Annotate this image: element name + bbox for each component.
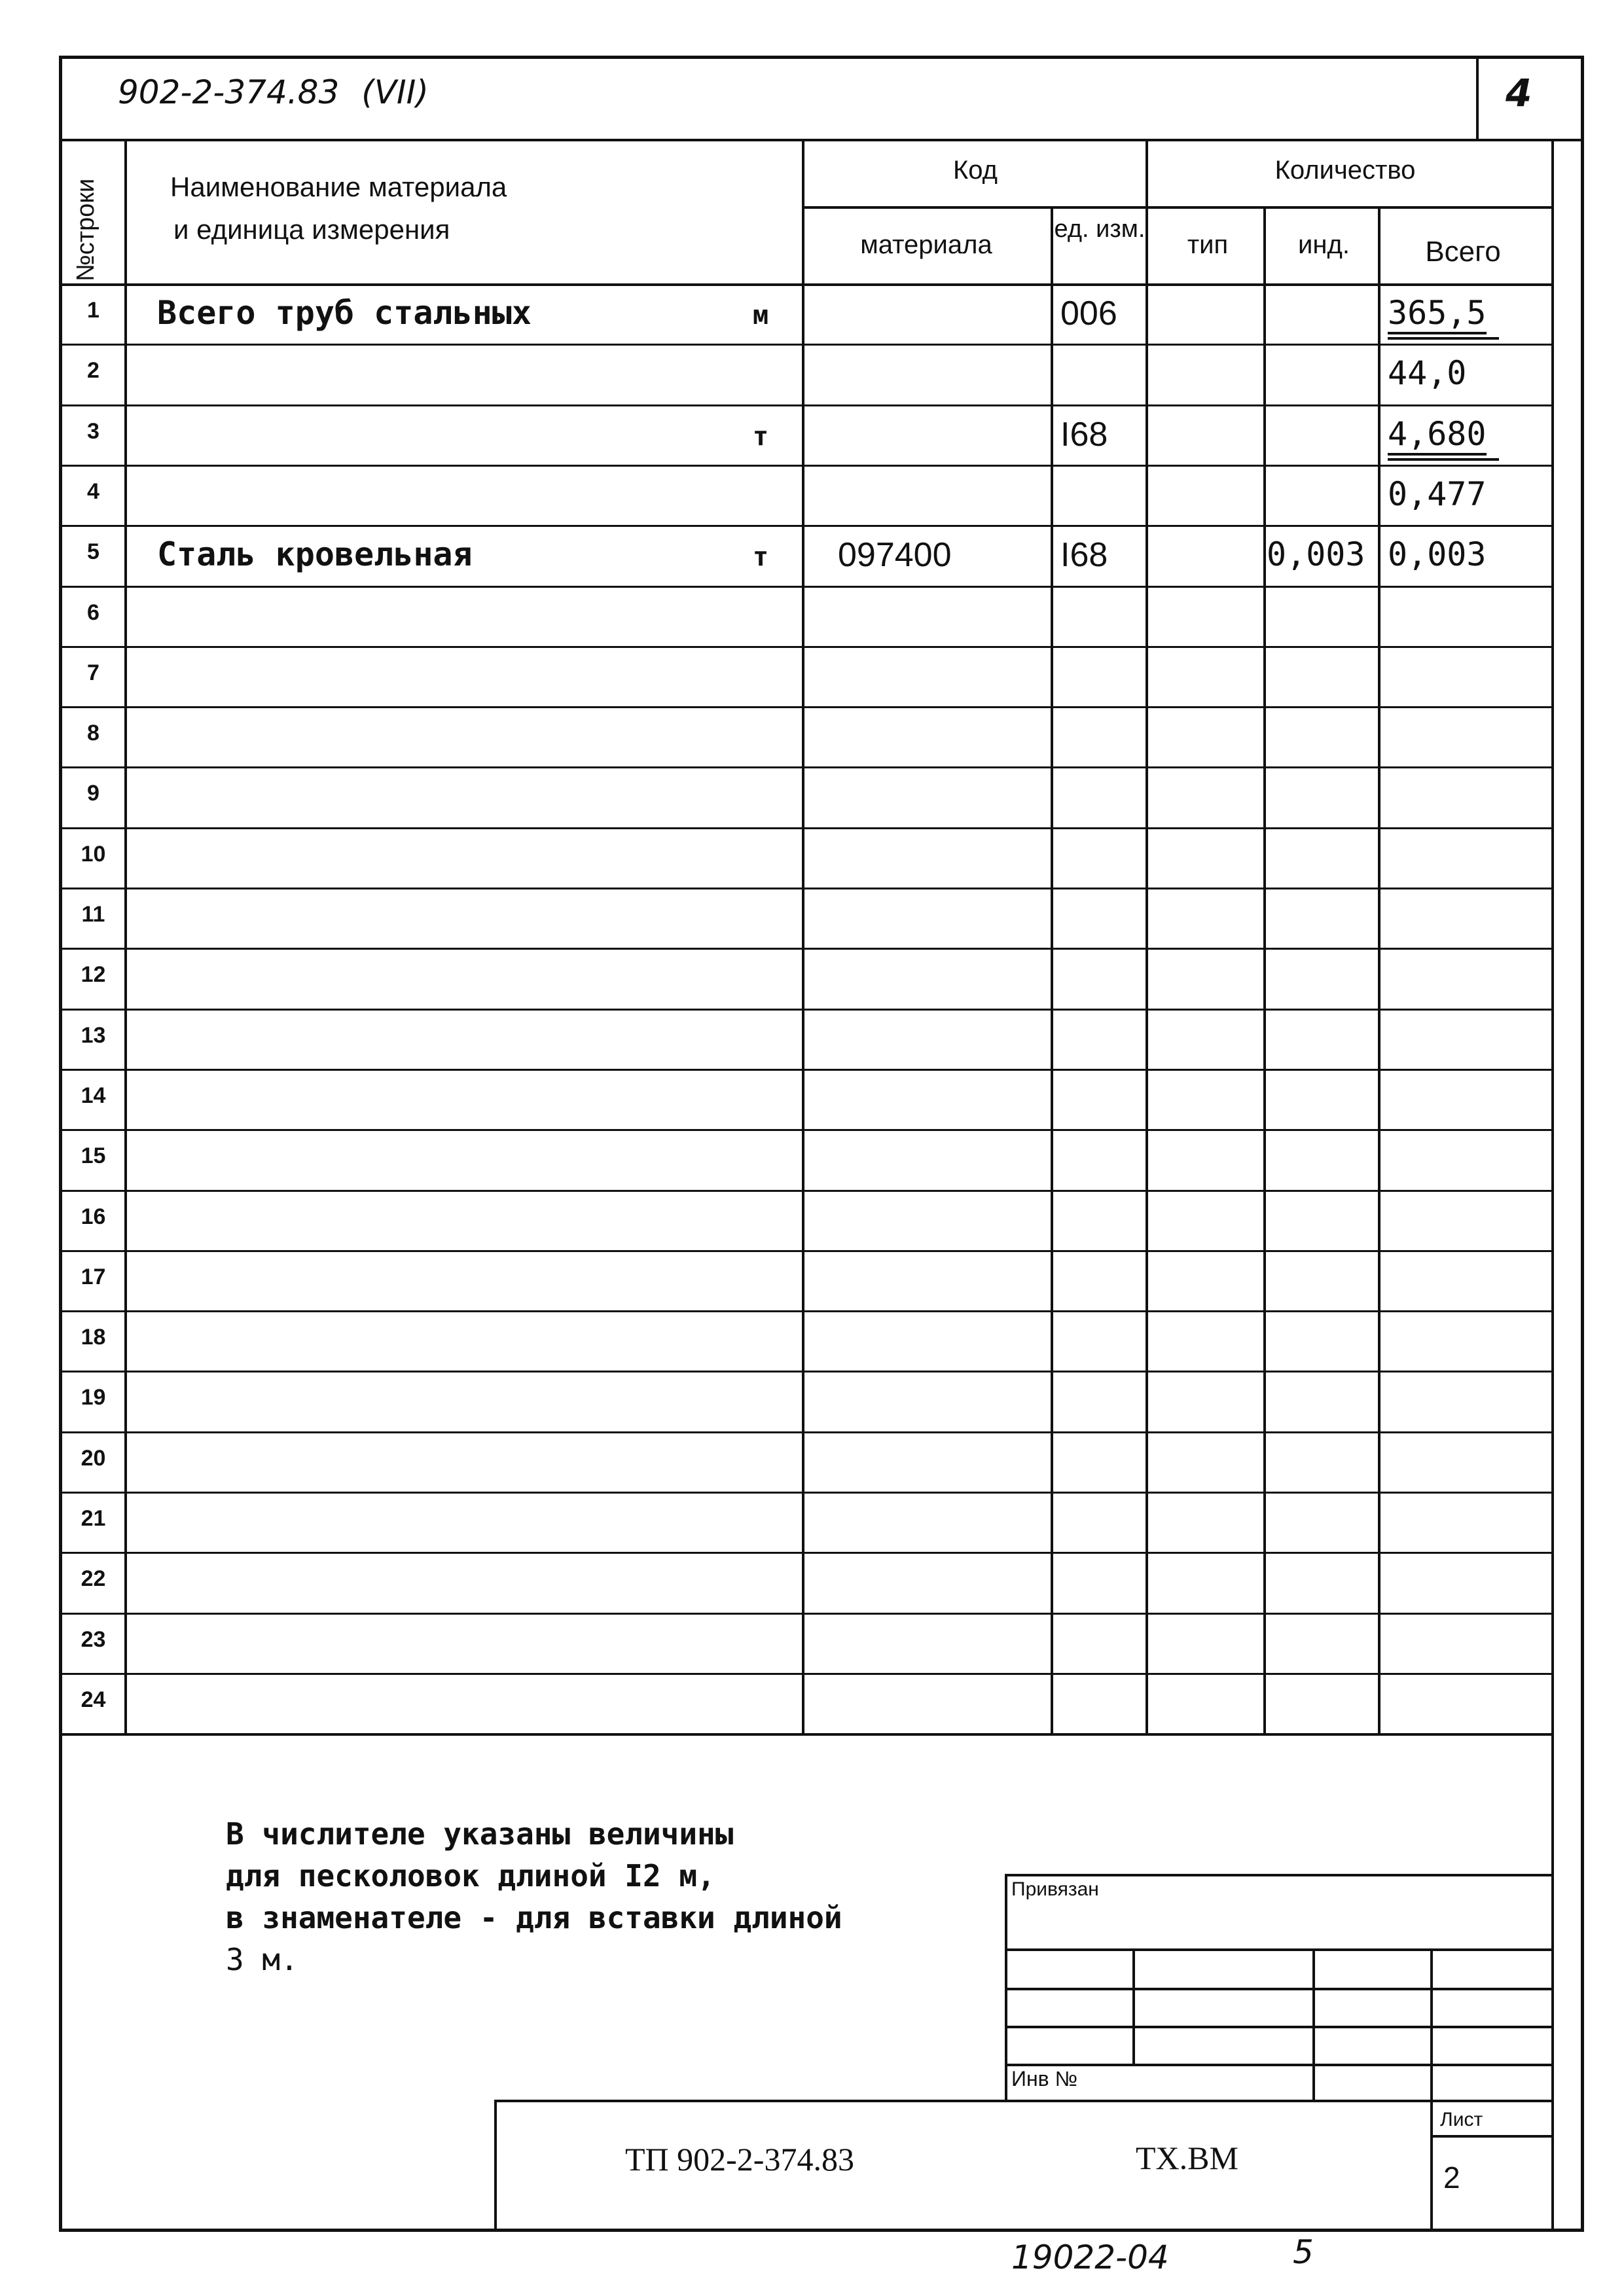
frame-bottom — [59, 2229, 1584, 2232]
col-divider-code — [1051, 206, 1053, 1734]
row-number: 12 — [81, 962, 106, 988]
unit-of-measure: т — [753, 421, 769, 452]
quantity-individual: 0,003 — [1267, 535, 1365, 574]
row-number: 24 — [81, 1687, 106, 1712]
row-number: 19 — [81, 1385, 106, 1410]
row-number: 13 — [81, 1022, 106, 1048]
row-divider — [59, 1371, 1551, 1372]
main-stamp-top — [494, 2100, 1551, 2102]
unit-of-measure: т — [753, 542, 769, 573]
material-name: Всего труб стальных — [157, 294, 532, 332]
row-divider — [59, 646, 1551, 648]
header-qty-type: тип — [1187, 230, 1229, 259]
footnote-line3: в знаменателе - для вставки длиной — [226, 1900, 842, 1935]
header-code-group: Код — [952, 156, 998, 185]
row-divider — [59, 1129, 1551, 1131]
row-divider — [59, 1552, 1551, 1554]
stamp-vline-3 — [1430, 1948, 1433, 2100]
row-divider — [59, 525, 1551, 527]
header-qty-group: Количество — [1274, 156, 1416, 185]
table-bottom-line — [59, 1733, 1551, 1736]
row-divider — [59, 1310, 1551, 1312]
row-number: 23 — [81, 1626, 106, 1652]
row-number: 10 — [81, 841, 106, 867]
col-divider-number — [124, 141, 127, 1734]
row-number: 14 — [81, 1083, 106, 1108]
page-number-divider — [1476, 56, 1479, 141]
row-divider — [59, 1613, 1551, 1615]
row-number: 1 — [87, 298, 99, 323]
row-divider — [59, 1673, 1551, 1675]
inventory-number-label: Инв № — [1011, 2067, 1077, 2090]
row-divider — [59, 465, 1551, 467]
row-number: 4 — [87, 478, 99, 504]
stamp-line-2 — [1005, 1988, 1551, 1990]
quantity-total: 44,0 — [1388, 354, 1467, 393]
row-divider — [59, 888, 1551, 889]
footnote-line1: В числителе указаны величины — [226, 1816, 734, 1852]
sheet-cell-left — [1430, 2100, 1433, 2231]
footnote-line2: для песколовок длиной I2 м, — [226, 1858, 715, 1893]
document-mark: ТХ.ВМ — [1136, 2140, 1238, 2176]
quantity-total: 4,680 — [1388, 415, 1487, 456]
fraction-bar — [1388, 337, 1499, 340]
unit-code: 006 — [1060, 295, 1117, 332]
footer-page-number: 5 — [1293, 2233, 1314, 2271]
row-number: 5 — [87, 539, 99, 565]
row-number: 22 — [81, 1566, 106, 1592]
row-number: 17 — [81, 1264, 106, 1289]
row-divider — [59, 1009, 1551, 1011]
quantity-total: 365,5 — [1388, 294, 1487, 334]
document-code: 902-2-374.83 (VII) — [118, 73, 429, 111]
header-strip-bottom — [59, 139, 1584, 141]
volume-number: (VII) — [361, 73, 429, 111]
row-divider — [59, 1250, 1551, 1252]
material-name: Сталь кровельная — [157, 535, 473, 574]
unit-code: I68 — [1060, 536, 1108, 575]
archive-number: 19022-04 — [1011, 2238, 1169, 2276]
row-divider — [59, 1069, 1551, 1071]
row-number: 16 — [81, 1204, 106, 1229]
footnote — [226, 1813, 842, 1981]
col-divider-name — [802, 141, 804, 1734]
row-number: 2 — [87, 358, 99, 384]
header-qty-ind: инд. — [1298, 230, 1350, 259]
row-divider — [59, 827, 1551, 829]
row-divider — [59, 1492, 1551, 1494]
fraction-bar — [1388, 458, 1499, 461]
stamp-line-3 — [1005, 2026, 1551, 2028]
row-number: 21 — [81, 1506, 106, 1531]
row-number: 11 — [81, 902, 105, 927]
col-divider-unit — [1146, 141, 1148, 1734]
quantity-total: 0,003 — [1388, 535, 1487, 574]
quantity-total: 0,477 — [1388, 475, 1487, 513]
sheet-number: 2 — [1443, 2161, 1460, 2195]
row-number: 15 — [81, 1143, 106, 1169]
row-number: 20 — [81, 1445, 106, 1471]
header-subdivider — [802, 206, 1551, 209]
header-qty-total: Всего — [1425, 236, 1501, 268]
stamp-vline-2 — [1312, 1948, 1315, 2100]
header-row-number: №строки — [72, 178, 99, 281]
row-number: 7 — [87, 660, 99, 685]
main-stamp-left — [494, 2100, 497, 2231]
row-number: 9 — [87, 781, 99, 806]
unit-of-measure: м — [753, 300, 769, 331]
header-code-material: материала — [860, 230, 992, 259]
row-divider — [59, 1190, 1551, 1192]
row-number: 18 — [81, 1325, 106, 1350]
row-number: 8 — [87, 721, 99, 746]
stamp-top — [1005, 1874, 1551, 1876]
row-number: 6 — [87, 600, 99, 625]
footnote-line4: 3 м. — [226, 1942, 298, 1977]
col-divider-type — [1263, 206, 1266, 1734]
row-divider — [59, 1431, 1551, 1433]
row-divider — [59, 948, 1551, 950]
row-divider — [59, 586, 1551, 588]
row-number: 3 — [87, 418, 99, 444]
page-number: 4 — [1506, 71, 1532, 115]
row-divider — [59, 404, 1551, 406]
stamp-vline-1 — [1132, 1948, 1135, 2064]
document-number: ТП 902-2-374.83 — [625, 2141, 854, 2178]
stamp-line-4 — [1005, 2064, 1551, 2066]
row-divider — [59, 766, 1551, 768]
sheet-label: Лист — [1440, 2109, 1483, 2130]
material-code: 097400 — [838, 536, 952, 575]
header-name-line2: и единица измерения — [173, 214, 450, 245]
col-divider-ind — [1378, 206, 1380, 1734]
sheet-cell-divider — [1430, 2135, 1551, 2138]
inner-right-border — [1551, 141, 1554, 2229]
header-name-line1: Наименование материала — [170, 171, 507, 202]
stamp-line-1 — [1005, 1948, 1551, 1951]
privyazan-label: Привязан — [1011, 1878, 1099, 1900]
unit-code: I68 — [1060, 415, 1108, 454]
header-code-unit: ед. изм. — [1054, 215, 1146, 243]
row-divider — [59, 706, 1551, 708]
header-bottom-line — [59, 283, 1551, 286]
row-divider — [59, 344, 1551, 346]
